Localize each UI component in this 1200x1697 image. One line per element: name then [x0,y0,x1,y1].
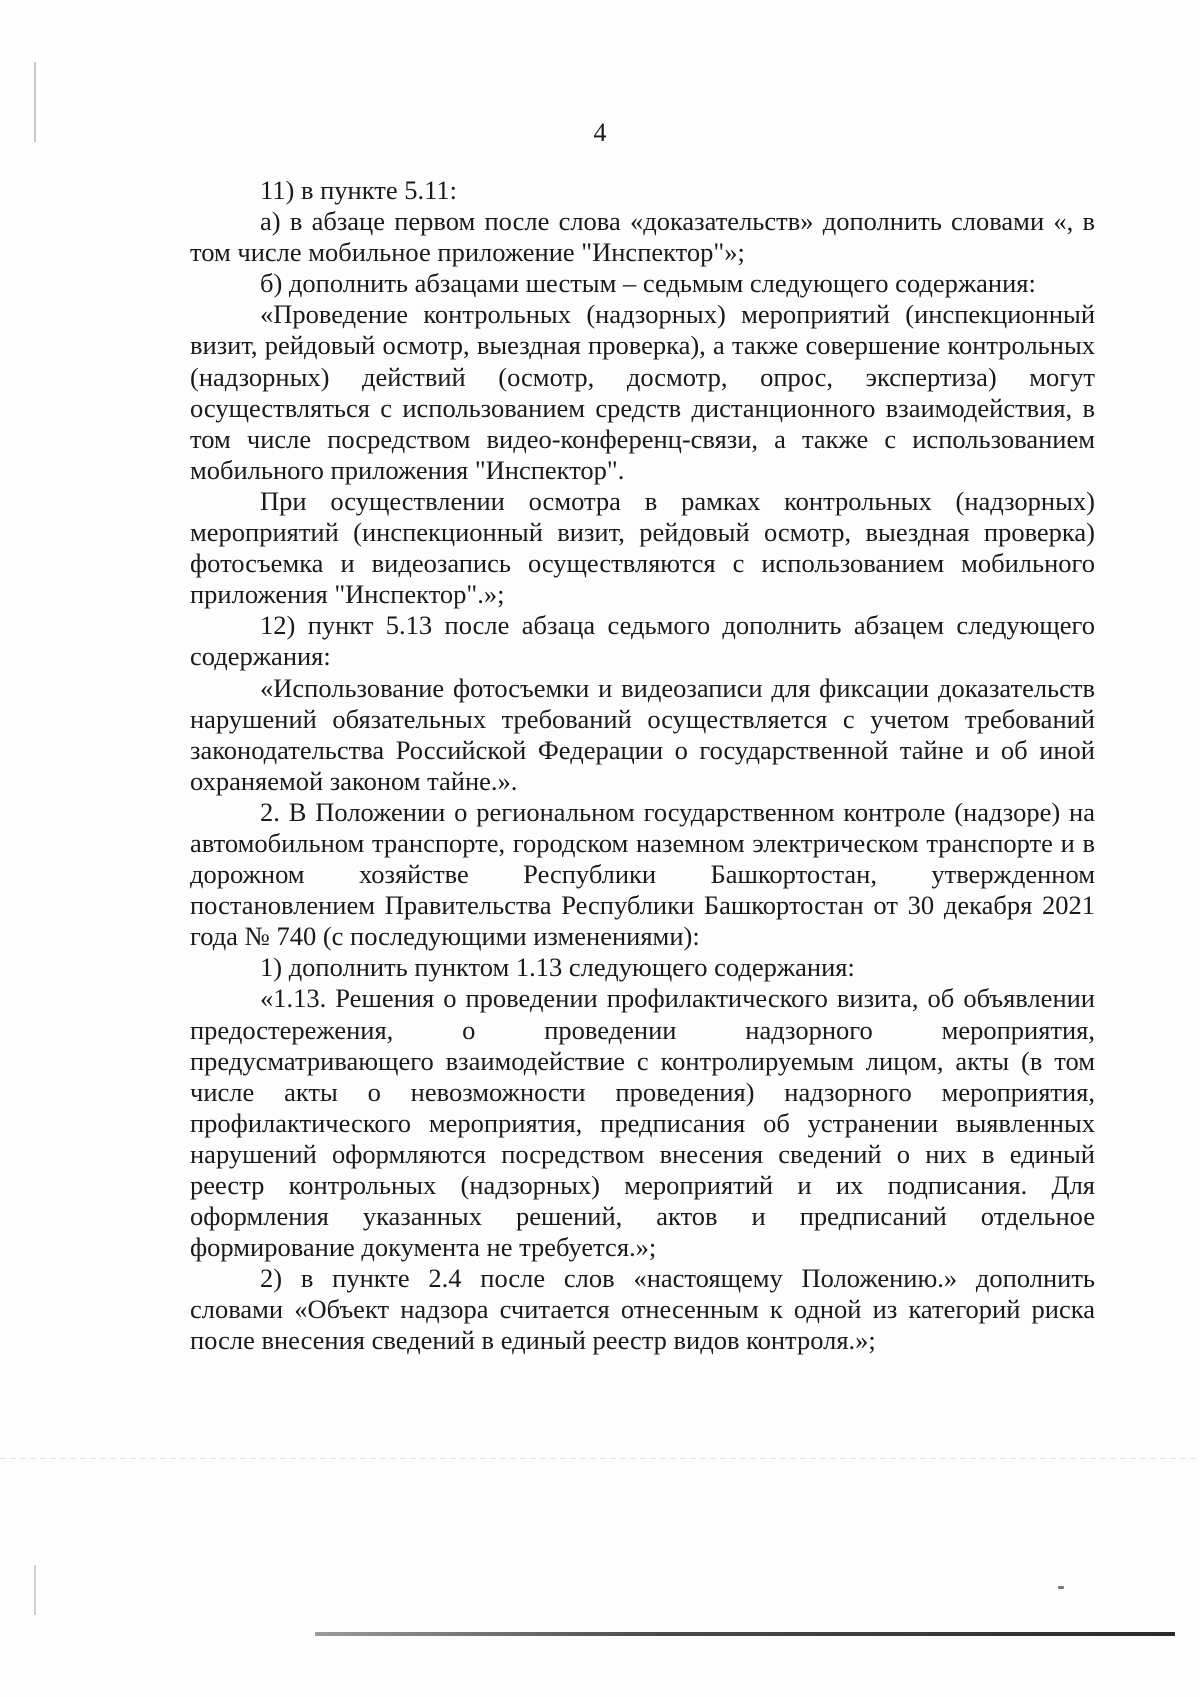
quoted-paragraph-remote-control: «Проведение контрольных (надзорных) мероприятий (инспекционный визит, рейдовый осмотр, выездная проверка), а также совершение контрольных (надзорных) действий (осмотр, досмотр, опрос, экспертиза) могут осуществляться с использованием средств дистанционного взаимодействия, в том числе посредством видео-конференц-связи, а также с использованием мобильного приложения "Инспектор". [190,299,1095,485]
paragraph-section-2: 2. В Положении о региональном государственном контроле (надзоре) на автомобильном транспорте, городском наземном электрическом транспорте и в дорожном хозяйстве Республики Башкортостан, утвержденном постановлением Правительства Республики Башкортостан от 30 декабря 2021 года № 740 (с последующими изменениями): [190,796,1095,952]
scan-artifact [34,1565,36,1615]
scan-speck [1058,1586,1064,1589]
paragraph-subitem-b: б) дополнить абзацами шестым – седьмым следующего содержания: [260,268,1036,299]
paragraph-item-12: 12) пункт 5.13 после абзаца седьмого дополнить абзацем следующего содержания: [190,610,1095,672]
scan-bottom-edge [315,1632,1175,1636]
page-number: 4 [593,118,607,147]
scan-fold-line [0,1458,1200,1459]
quoted-paragraph-photo-video-use: «Использование фотосъемки и видеозаписи для фиксации доказательств нарушений обязательных требований осуществляется с учетом требований законодательства Российской Федерации о государственной тайне и об иной охраняемой законом тайне.». [190,672,1095,796]
paragraph-item-2: 2) в пункте 2.4 после слов «настоящему Положению.» дополнить словами «Объект надзора считается отнесенным к одной из категорий риска после внесения сведений в единый реестр видов контроля.»; [190,1263,1095,1356]
quoted-paragraph-inspection-photo: При осуществлении осмотра в рамках контрольных (надзорных) мероприятий (инспекционный визит, рейдовый осмотр, выездная проверка) фотосъемка и видеозапись осуществляются с использованием мобильного приложения "Инспектор".»; [190,485,1095,610]
paragraph-subitem-a: а) в абзаце первом после слова «доказательств» дополнить словами «, в том числе мобильное приложение "Инспектор"»; [190,206,1095,268]
quoted-paragraph-1-13: «1.13. Решения о проведении профилактического визита, об объявлении предостережения, о проведении надзорного мероприятия, предусматривающего взаимодействие с контролируемым лицом, акты (в том числе акты о невозможности проведения) надзорного мероприятия, профилактического мероприятия, предписания об устранении выявленных нарушений оформляются посредством внесения сведений о них в единый реестр контрольных (надзорных) мероприятий и их подписания. Для оформления указанных решений, актов и предписаний отдельное формирование документа не требуется.»; [190,983,1095,1263]
document-body [190,175,1095,1357]
paragraph-item-1: 1) дополнить пунктом 1.13 следующего содержания: [260,952,855,983]
paragraph-item-11: 11) в пункте 5.11: [260,175,457,205]
